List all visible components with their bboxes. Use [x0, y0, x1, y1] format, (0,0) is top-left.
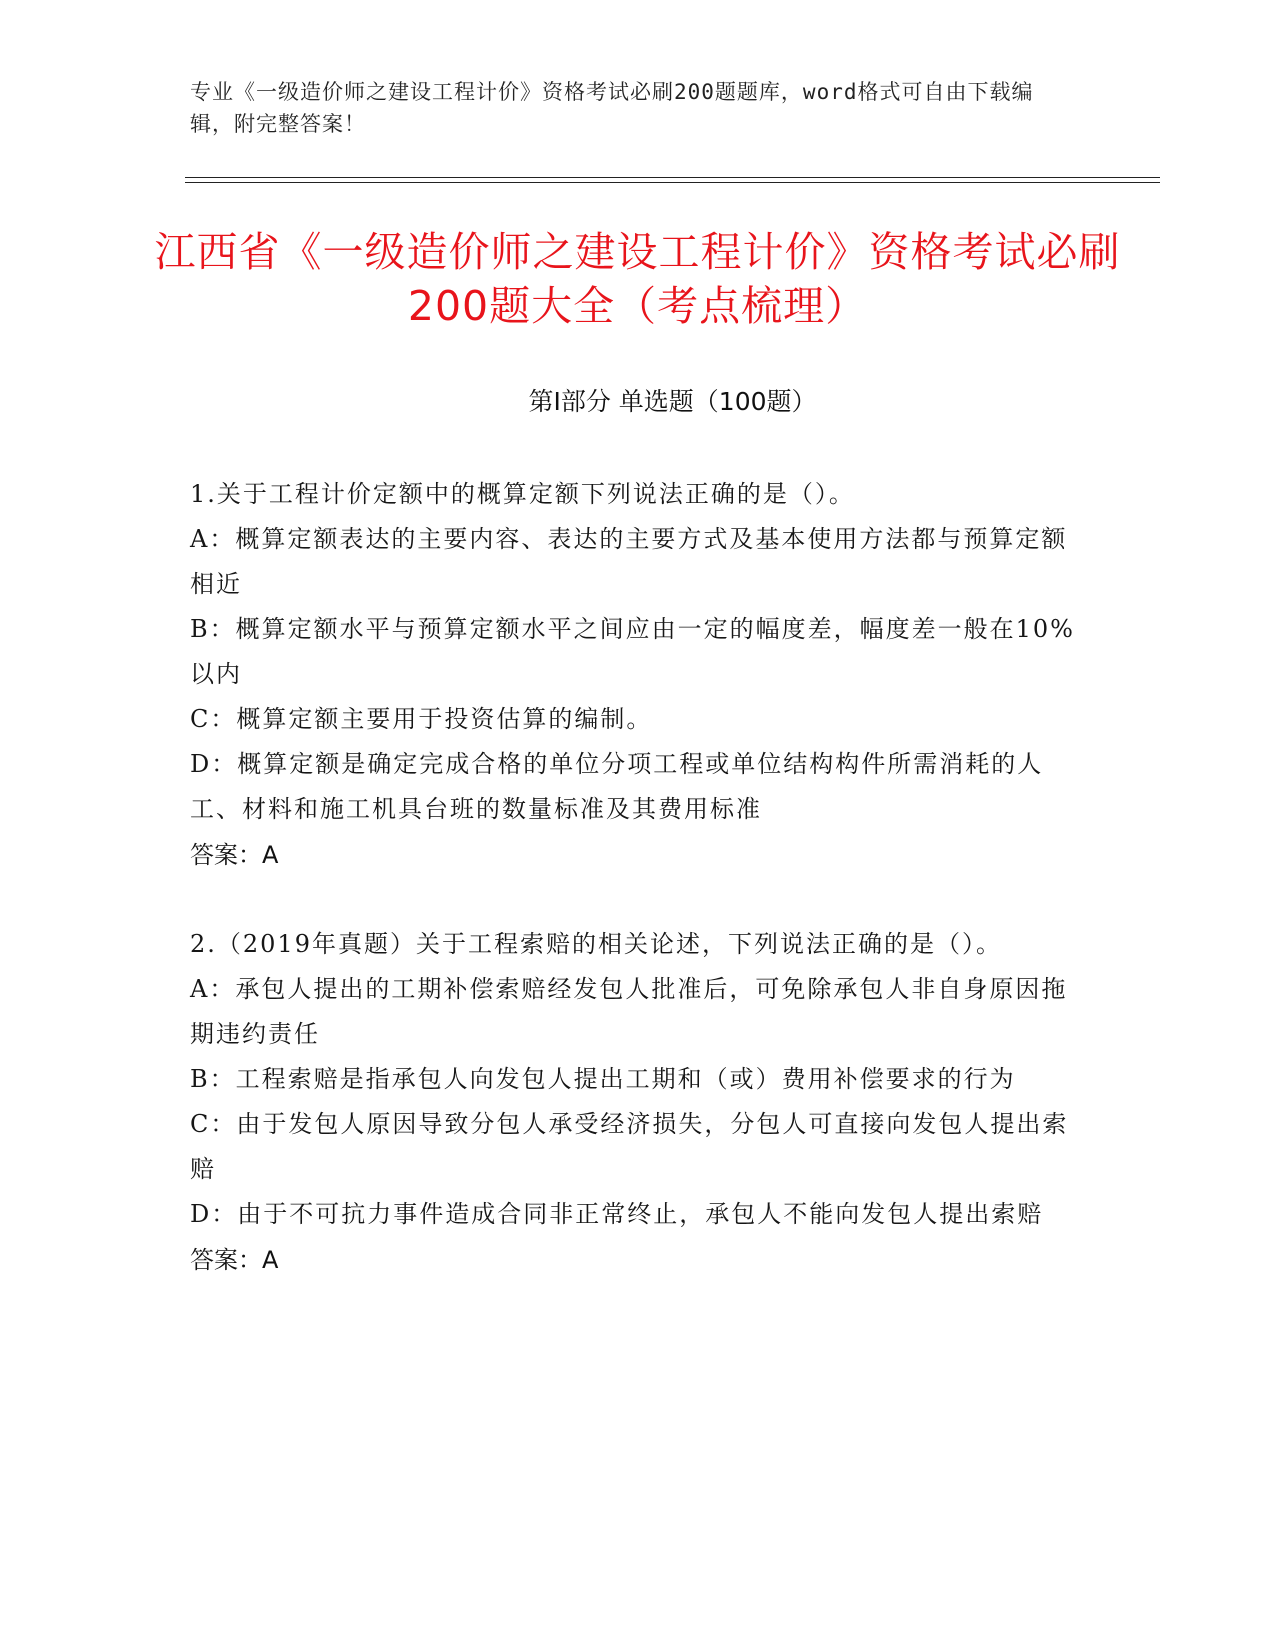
option-c: C：由于发包人原因导致分包人承受经济损失，分包人可直接向发包人提出索赔: [190, 1110, 1069, 1183]
header-rule-bottom: [185, 182, 1160, 183]
answer-label: 答案：A: [190, 841, 279, 869]
document-title: 江西省《一级造价师之建设工程计价》资格考试必刷200题大全（考点梳理）: [154, 228, 1121, 330]
question-item: [190, 922, 1080, 1283]
question-stem: 1.关于工程计价定额中的概算定额下列说法正确的是（）。: [190, 480, 855, 508]
option-b: B：工程索赔是指承包人向发包人提出工期和（或）费用补偿要求的行为: [190, 1065, 1016, 1093]
answer-label: 答案：A: [190, 1246, 279, 1274]
section-title: 第I部分 单选题（100题）: [528, 387, 817, 416]
question-stem: 2.（2019年真题）关于工程索赔的相关论述，下列说法正确的是（）。: [190, 930, 1002, 958]
header-note: 专业《一级造价师之建设工程计价》资格考试必刷200题题库，word格式可自由下载编辑，附完整答案！: [190, 80, 1034, 136]
question-list: [190, 472, 1080, 1327]
option-a: A：概算定额表达的主要内容、表达的主要方式及基本使用方法都与预算定额相近: [190, 525, 1068, 598]
option-b: B：概算定额水平与预算定额水平之间应由一定的幅度差，幅度差一般在10%以内: [190, 615, 1075, 688]
question-item: [190, 472, 1080, 878]
option-a: A：承包人提出的工期补偿索赔经发包人批准后，可免除承包人非自身原因拖期违约责任: [190, 975, 1068, 1048]
header-rule-top: [185, 177, 1160, 178]
option-c: C：概算定额主要用于投资估算的编制。: [190, 705, 653, 733]
option-d: D：由于不可抗力事件造成合同非正常终止，承包人不能向发包人提出索赔: [190, 1200, 1044, 1228]
option-d: D：概算定额是确定完成合格的单位分项工程或单位结构构件所需消耗的人工、材料和施工机具台班的数量标准及其费用标准: [190, 750, 1044, 823]
